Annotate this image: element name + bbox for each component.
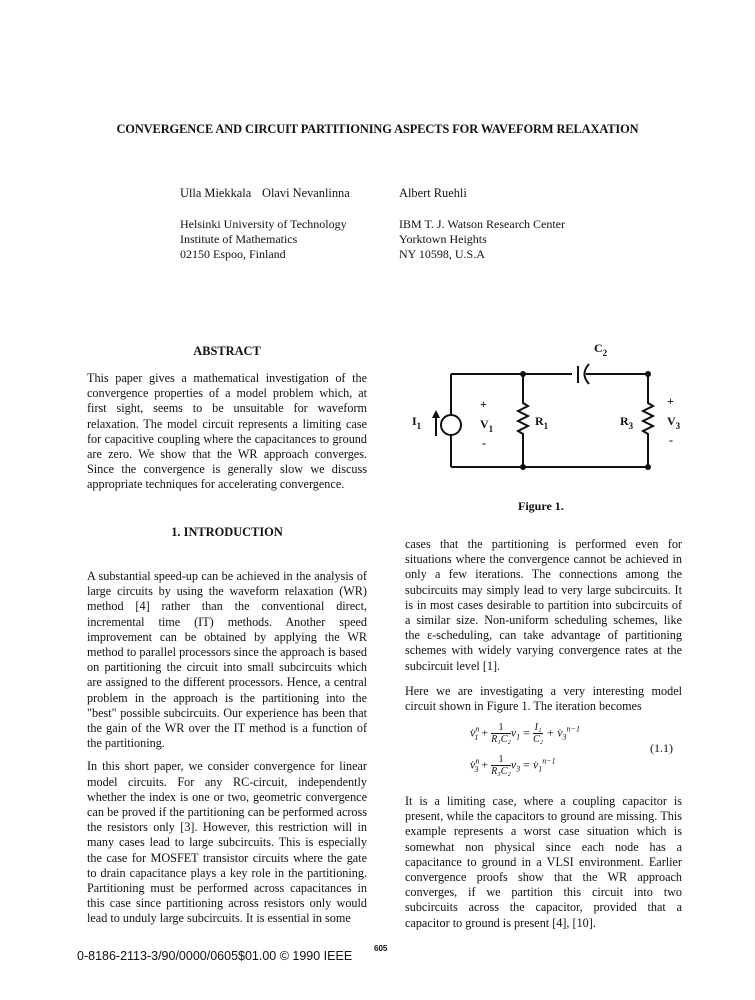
affiliation-2: [399, 217, 565, 262]
resistor-r3: [643, 374, 653, 467]
svg-text:R3: $R_3$: [620, 414, 634, 431]
current-arrow-head-icon: [432, 410, 440, 418]
paragraph: Here we are investigating a very interesting model circuit shown in Figure 1. The iteration becomes: [405, 683, 682, 714]
node-dot: [645, 464, 651, 470]
resistor-r1: [518, 374, 528, 467]
affiliation-line: 02150 Espoo, Finland: [180, 247, 286, 261]
paper-title: CONVERGENCE AND CIRCUIT PARTITIONING ASPECTS FOR WAVEFORM RELAXATION: [116, 122, 639, 136]
affiliation-1: [180, 217, 347, 262]
right-column-after-eq: [405, 794, 682, 931]
affiliation-line: NY 10598, U.S.A: [399, 247, 485, 261]
paragraph: A substantial speed-up can be achieved in the analysis of large circuits by using the waveform relaxation (WR) method [4] rather than the conventional direct, incremental time (IT) methods. Another speed improvement can be obtained by applying the WR method to parallel processors since the approach is based on partitioning the circuit into small subcircuits which are assigned to the different processors. Hence, a central problem in the approach is the partitioning into the "best" possible subcircuits. Our experience has been that the gain of the WR over the IT method is a function of the partitioning.: [87, 569, 367, 751]
svg-text:V1: $V_1$: [480, 417, 494, 434]
paragraph: cases that the partitioning is performed even for situations where the convergence cannot be achieved in only a few iterations. The connections among the subcircuits may simply lead to very large subcircuits. It is in most cases desirable to partition into subcircuits of a similar size. Non-uniform scheduling schemes, like the ε-scheduling, can take advantage of partitioning schemes with widely varying convergence rates at the subcircuit level [1].: [405, 537, 682, 673]
svg-text:I1: $I_1$: [412, 414, 422, 431]
label-v3: V: [667, 414, 676, 428]
affiliation-line: Institute of Mathematics: [180, 232, 298, 246]
author-1: Ulla Miekkala: [180, 186, 252, 200]
svg-text:R1: $R_1$: [535, 414, 549, 431]
equation-line-2: v̇$^n_3$ + $\frac{1}{\text{R₃C₂}}$ $v_3$ = $v̇_1^{n-1}$: [470, 754, 556, 777]
abstract-body: [87, 371, 367, 493]
figure-1-circuit: [395, 335, 695, 520]
label-r3: R: [620, 414, 629, 428]
svg-text:C2: $C_2$: [594, 341, 608, 358]
node-dot: [645, 371, 651, 377]
node-dot: [520, 464, 526, 470]
paragraph: It is a limiting case, where a coupling capacitor is present, while the capacitors to ground are missing. This example represents a worst case situation which is somewhat non physical since each node has a capacitance to ground in a VLSI environment. Earlier convergence proofs show that the WR approach converges, if we partition this circuit into two subcircuits across the capacitor, provided that a capacitor to ground is present [4], [10].: [405, 794, 682, 930]
current-source: [441, 415, 461, 435]
svg-text:V3: $V_3$: [667, 414, 681, 431]
author-3: Albert Ruehli: [399, 186, 467, 200]
v3-minus: -: [669, 433, 673, 447]
page-number: 605: [374, 944, 388, 953]
v3-plus: +: [667, 394, 674, 408]
affiliation-line: Yorktown Heights: [399, 232, 487, 246]
label-c2: C: [594, 341, 603, 355]
v1-plus: +: [480, 397, 487, 411]
affiliation-line: IBM T. J. Watson Research Center: [399, 217, 566, 231]
author-2: Olavi Nevanlinna: [262, 186, 350, 200]
node-dot: [520, 371, 526, 377]
equation-number: (1.1): [650, 741, 673, 755]
left-column: [87, 569, 367, 927]
right-column: [405, 537, 682, 714]
abstract-heading: ABSTRACT: [193, 344, 261, 358]
label-r1: R: [535, 414, 544, 428]
label-i1: I: [412, 414, 417, 428]
v1-minus: -: [482, 436, 486, 450]
affiliation-line: Helsinki University of Technology: [180, 217, 347, 231]
figure-caption: Figure 1.: [518, 499, 564, 513]
label-v1: V: [480, 417, 489, 431]
abstract-text: This paper gives a mathematical investigation of the convergence properties of a model problem which, at first sight, seems to be unsuitable for waveform relaxation. The model circuit represents a limiting case for capacitive coupling where the capacitances to ground are zero. We show that the WR approach converges. Since the convergence is generally slow we discuss appropriate techniques for accelerating convergence.: [87, 371, 367, 492]
copyright-line: 0-8186-2113-3/90/0000/0605$01.00 © 1990 IEEE: [77, 949, 353, 963]
intro-heading: 1. INTRODUCTION: [171, 525, 283, 539]
paragraph: In this short paper, we consider convergence for linear model circuits. For any RC-circuit, independently whether the index is one or two, geometric convergence can be proved if the partitioning can be performed across the resistors only [3]. However, this restriction will in many cases lead to large subcircuits. This is especially the case for MOSFET transistor circuits where the gate to drain capacitance plays a key role in the partitioning. Partitioning must be performed across capacitances in this case since partitioning across resistors only would lead to unduly large subcircuits. It is essential in some: [87, 759, 367, 926]
equation-line-1: v̇$^n_1$ + $\frac{1}{\text{R₁C₂}}$ $v_1$ = $\frac{\text{I₁}}{\text{C₂}}$ + $v̇_3^{n-1}$: [470, 722, 580, 745]
